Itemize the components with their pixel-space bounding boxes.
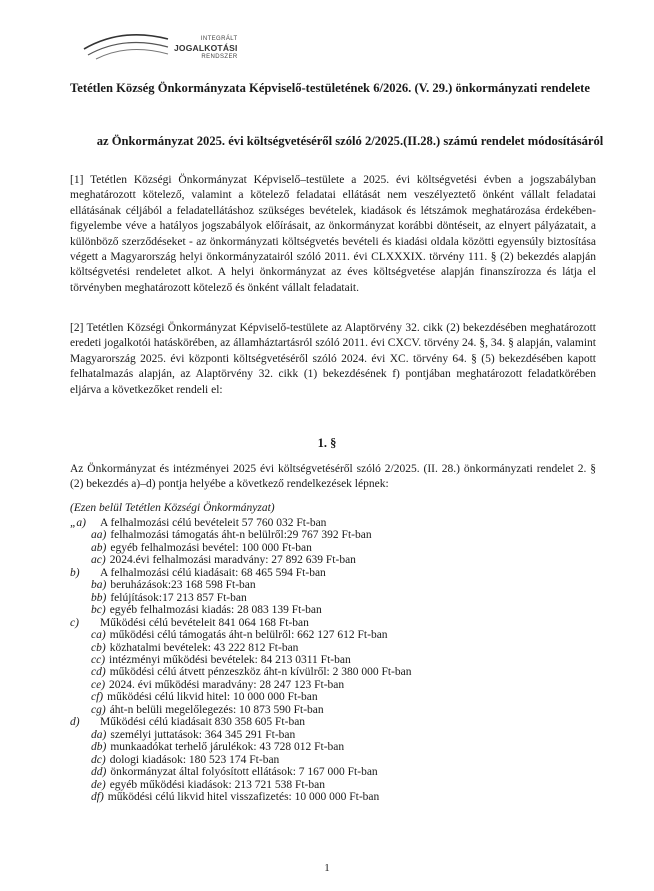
sub-list-item-text: működési célú támogatás áht-n belülről: 662 127 612 Ft-ban xyxy=(109,629,388,642)
logo-line-3: RENDSZER xyxy=(201,54,238,60)
sub-list-item-text: közhatalmi bevételek: 43 222 812 Ft-ban xyxy=(109,641,299,654)
list-item-text: Működési célú kiadásait 830 358 605 Ft-ban xyxy=(100,716,306,729)
sub-list-item xyxy=(70,642,600,654)
sub-list-item xyxy=(70,579,600,591)
sub-list-item-label: ab) xyxy=(91,541,107,554)
sub-list-item-text: munkaadókat terhelő járulékok: 43 728 012 Ft-ban xyxy=(110,741,345,754)
preamble-paragraph-2: [2] Tetétlen Községi Önkormányzat Képviselő-testülete az Alaptörvény 32. cikk (2) bekezdésében meghatározott eredeti jogalkotói hatáskörében, az államháztartásról szóló 2011. évi CXCV. törvény 24. §, 34. § alapján, valamint Magyarország 2025. évi központi költségvetéséről szóló 2024. évi XC. törvény 64. § (5) bekezdésében kapott felhatalmazás alapján, az Alaptörvény 32. cikk (1) bekezdésének f) pontjában meghatározott feladatkörében eljárva a következőket rendeli el: xyxy=(70,322,596,396)
sub-list-item xyxy=(70,754,600,766)
sub-list-item xyxy=(70,629,600,641)
sub-list-item xyxy=(70,766,600,778)
sub-list-item-text: intézményi működési bevételek: 84 213 0311 Ft-ban xyxy=(109,653,351,666)
sub-list-item xyxy=(70,729,600,741)
sub-list-item xyxy=(70,779,600,791)
list-item xyxy=(70,517,600,529)
list-item-text: A felhalmozási célú kiadásait: 68 465 594 Ft-ban xyxy=(100,566,326,579)
sub-list-item xyxy=(70,529,600,541)
sub-list-item xyxy=(70,741,600,753)
sub-list-item-label: dc) xyxy=(91,753,106,766)
sub-list-item-label: bb) xyxy=(91,591,107,604)
list-item xyxy=(70,617,600,629)
sub-list-item-label: bc) xyxy=(91,604,106,617)
sub-list-item-text: 2024.évi felhalmozási maradvány: 27 892 639 Ft-ban xyxy=(109,554,356,567)
sub-list-item-text: működési célú likvid hitel visszafizetés: 10 000 000 Ft-ban xyxy=(107,790,380,803)
preamble-paragraph-1: [1] Tetétlen Községi Önkormányzat Képviselő–testülete a 2025. évi költségvetési évben a jogszabályban meghatározott kötelező, valamint a kötelező feladatai ellátását nem veszélyeztető önként vállalt feladatai ellátásának céljából a feladatellátáshoz szükséges bevételek, kiadások és létszámok meghatározása érdekében- figyelembe véve a hatályos jogszabályok előírásait, az önkormányzat korábbi döntéseit, az elnyert pályázatait, a különböző szerződéseket - az önkormányzati költségvetés bevételi és kiadási oldala közötti egyensúly biztosítása végett a Magyarország helyi önkormányzatairól szóló 2011. évi CLXXXIX. törvény 111. § (2) bekezdés alapján költségvetési rendeletet alkot. A helyi önkormányzat az éves költségvetése alapján finanszírozza és látja el törvényben meghatározott kötelező és önként vállalt feladatait. xyxy=(70,174,596,294)
sub-list-item-label: df) xyxy=(91,790,104,803)
sub-list-item xyxy=(70,554,600,566)
sub-list-item-label: cd) xyxy=(91,666,106,679)
sub-list-item-text: dologi kiadások: 180 523 174 Ft-ban xyxy=(109,753,280,766)
logo-line-1: INTEGRÁLT xyxy=(200,36,238,42)
sub-list-item xyxy=(70,604,600,616)
sub-list-item-label: ac) xyxy=(91,554,106,567)
list-item xyxy=(70,716,600,728)
section-heading: 1. § xyxy=(317,436,337,450)
sub-list-item-text: működési célú likvid hitel: 10 000 000 Ft-ban xyxy=(107,691,318,704)
sub-list-item-label: dd) xyxy=(91,766,107,779)
sub-list-item xyxy=(70,704,600,716)
sub-list-item-text: egyéb felhalmozási bevétel: 100 000 Ft-ban xyxy=(110,541,312,554)
list-heading: (Ezen belül Tetétlen Községi Önkormányzat) xyxy=(70,502,275,514)
sub-list-item-label: cc) xyxy=(91,653,106,666)
sub-list-item xyxy=(70,666,600,678)
sub-list-item xyxy=(70,791,600,803)
logo-swoosh-icon xyxy=(82,25,172,61)
sub-list-item-text: önkormányzat által folyósított ellátások: 7 167 000 Ft-ban xyxy=(110,766,378,779)
list-item-text: Működési célú bevételeit 841 064 168 Ft-ban xyxy=(100,616,309,629)
provision-list xyxy=(70,517,600,803)
list-item-text: A felhalmozási célú bevételeit 57 760 032 Ft-ban xyxy=(100,517,327,529)
list-item-label: „a) xyxy=(70,517,86,529)
sub-list-item-label: cg) xyxy=(91,703,106,716)
sub-list-item-text: áht-n belüli megelőlegezés: 10 873 590 Ft-ban xyxy=(109,703,324,716)
sub-list-item-label: ba) xyxy=(91,579,107,592)
sub-list-item xyxy=(70,691,600,703)
sub-list-item-text: egyéb működési kiadások: 213 721 538 Ft-ban xyxy=(109,778,325,791)
logo-line-2: JOGALKOTÁSI xyxy=(174,43,238,53)
list-item xyxy=(70,567,600,579)
sub-list-item xyxy=(70,592,600,604)
document-title: Tetétlen Község Önkormányzata Képviselő-testületének 6/2026. (V. 29.) önkormányzati rendelete xyxy=(70,81,590,95)
page-number: 1 xyxy=(324,862,330,874)
sub-list-item-label: ca) xyxy=(91,629,106,642)
sub-list-item-label: aa) xyxy=(91,529,107,542)
sub-list-item-text: beruházások:23 168 598 Ft-ban xyxy=(110,579,256,592)
sub-list-item-text: személyi juttatások: 364 345 291 Ft-ban xyxy=(110,728,296,741)
sub-list-item-text: felhalmozási támogatás áht-n belülről:29 767 392 Ft-ban xyxy=(110,529,372,542)
sub-list-item-label: de) xyxy=(91,778,106,791)
sub-list-item-text: 2024. évi működési maradvány: 28 247 123 Ft-ban xyxy=(109,678,345,691)
document-subtitle: az Önkormányzat 2025. évi költségvetéséről szóló 2/2025.(II.28.) számú rendelet módosításáról xyxy=(96,134,604,148)
sub-list-item xyxy=(70,654,600,666)
sub-list-item-text: felújítások:17 213 857 Ft-ban xyxy=(110,591,247,604)
sub-list-item-label: db) xyxy=(91,741,107,754)
sub-list-item-label: ce) xyxy=(91,678,106,691)
sub-list-item-label: da) xyxy=(91,728,107,741)
sub-list-item-text: egyéb felhalmozási kiadás: 28 083 139 Ft-ban xyxy=(109,604,322,617)
list-item-label: d) xyxy=(70,716,80,729)
sub-list-item xyxy=(70,679,600,691)
sub-list-item-label: cb) xyxy=(91,641,106,654)
sub-list-item xyxy=(70,542,600,554)
logo xyxy=(82,21,242,71)
sub-list-item-text: működési célú átvett pénzeszköz áht-n kívülről: 2 380 000 Ft-ban xyxy=(109,666,412,679)
list-item-label: b) xyxy=(70,566,80,579)
section-paragraph: Az Önkormányzat és intézményei 2025 évi költségvetéséről szóló 2/2025. (II. 28.) önkormányzati rendelet 2. § (2) bekezdés a)–d) pontja helyébe a következő rendelkezések lépnek: xyxy=(70,463,596,491)
sub-list-item-label: cf) xyxy=(91,691,104,704)
logo-text xyxy=(174,35,238,62)
list-item-label: c) xyxy=(70,616,79,629)
